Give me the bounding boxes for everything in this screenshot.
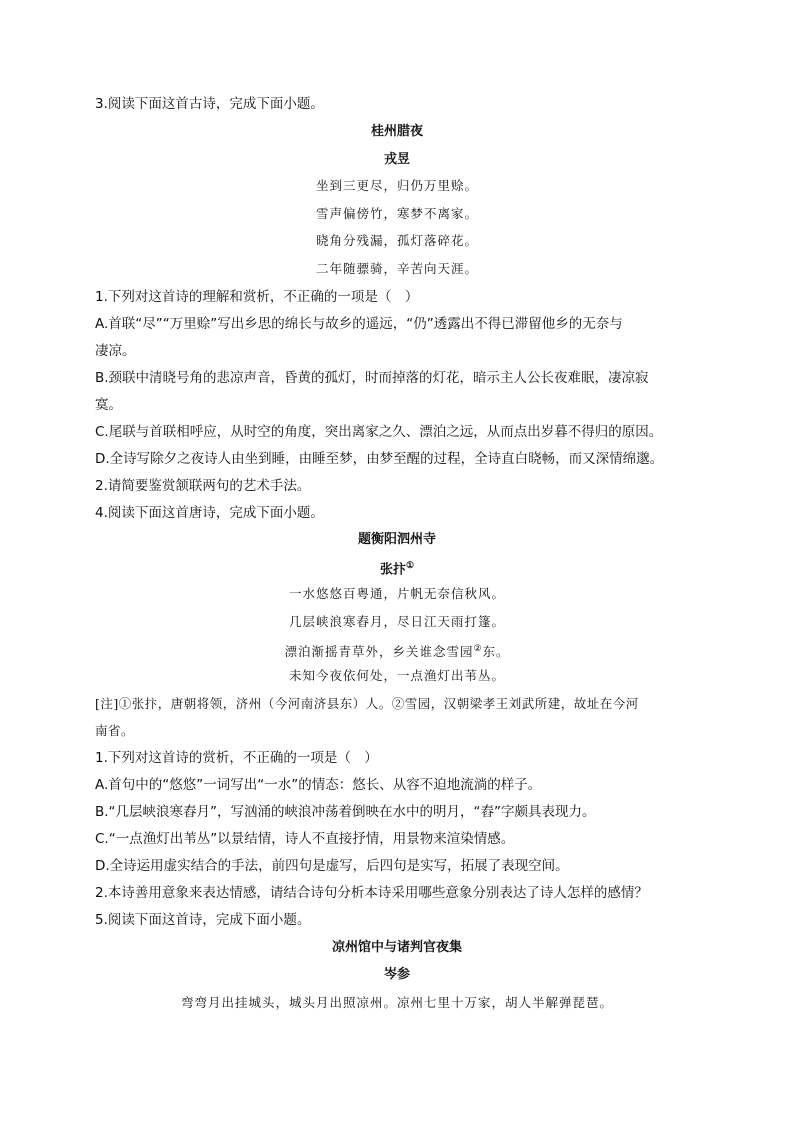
q5-intro: 5.阅读下面这首诗，完成下面小题。 <box>95 912 311 928</box>
q3-poem-title: 桂州腊夜 <box>370 124 423 139</box>
q3-poem-line: 坐到三更尽，归仍万里赊。 <box>315 178 478 193</box>
q5-poem-author: 岑参 <box>383 967 410 982</box>
q3-poem-author: 戎昱 <box>383 152 410 167</box>
q4-poem-title: 题衡阳泗州寺 <box>357 532 436 547</box>
q5-poem-title: 凉州馆中与诸判官夜集 <box>331 940 462 955</box>
q3-option-b: B.颈联中清晓号角的悲凉声音，昏黄的孤灯，时而掉落的灯花，暗示主人公长夜难眠，凄凉寂 <box>95 370 649 386</box>
q4-footnote-mark-2: ② <box>473 644 483 654</box>
q3-question-1: 1.下列对这首诗的理解和赏析，不正确的一项是（ ） <box>95 289 419 305</box>
q3-option-d: D.全诗写除夕之夜诗人由坐到睡，由睡至梦，由梦至醒的过程，全诗直白晓畅，而又深情绵邈。 <box>95 451 664 467</box>
q3-poem-line: 晓角分残漏，孤灯落碎花。 <box>315 233 478 248</box>
q4-poem-line: 一水悠悠百粤通，片帆无奈信秋风。 <box>288 586 505 601</box>
q4-author-name: 张抃 <box>379 562 406 578</box>
q4-author-footnote-mark: ① <box>405 561 415 571</box>
q4-poem-line <box>0 639 794 662</box>
q3-poem-line: 二年随骠骑，辛苦向天涯。 <box>315 261 478 276</box>
q4-poem-line-3a: 漂泊渐摇青草外，乡关谁念雪园 <box>284 644 474 660</box>
q3-option-b-cont: 寞。 <box>95 397 122 413</box>
q4-option-b: B.“几层峡浪寒舂月”，写汹涌的峡浪冲荡着倒映在水中的明月，“舂”字颇具表现力。 <box>95 804 596 820</box>
q3-intro: 3.阅读下面这首古诗，完成下面小题。 <box>95 96 324 112</box>
q3-poem-line: 雪声偏傍竹，寒梦不离家。 <box>315 206 478 221</box>
q3-option-c: C.尾联与首联相呼应，从时空的角度，突出离家之久、漂泊之远，从而点出岁暮不得归的原因。 <box>95 424 663 440</box>
q4-annotation-cont: 南省。 <box>95 723 135 738</box>
q4-intro: 4.阅读下面这首唐诗，完成下面小题。 <box>95 505 324 521</box>
q4-poem-author <box>0 556 794 580</box>
q4-annotation: [注]①张抃，唐朝将领，济州（今河南济县东）人。②雪园，汉朝梁孝王刘武所建，故址在今河 <box>95 696 639 711</box>
q5-poem-line: 弯弯月出挂城头，城头月出照凉州。凉州七里十万家，胡人半解弹琵琶。 <box>180 995 613 1010</box>
q3-option-a: A.首联“尽”“万里赊”写出乡思的绵长与故乡的遥远，“仍”透露出不得已滞留他乡的无奈与 <box>95 316 623 332</box>
q4-poem-line: 几层峡浪寒舂月，尽日江天雨打篷。 <box>288 614 505 629</box>
q4-poem-line-3b: 东。 <box>482 644 510 660</box>
q4-option-c: C.“一点渔灯出苇丛”以景结情，诗人不直接抒情，用景物来渲染情感。 <box>95 831 515 847</box>
q4-option-a: A.首句中的“悠悠”一词写出“一水”的情态：悠长、从容不迫地流淌的样子。 <box>95 777 542 793</box>
q4-question-2: 2.本诗善用意象来表达情感，请结合诗句分析本诗采用哪些意象分别表达了诗人怎样的感情？ <box>95 885 648 901</box>
q3-question-2: 2.请简要鉴赏颔联两句的艺术手法。 <box>95 478 311 494</box>
q4-question-1: 1.下列对这首诗的赏析，不正确的一项是（ ） <box>95 750 378 766</box>
q3-option-a-cont: 凄凉。 <box>95 343 136 359</box>
q4-poem-line: 未知今夜依何处，一点渔灯出苇丛。 <box>288 668 505 683</box>
q4-option-d: D.全诗运用虚实结合的手法，前四句是虚写，后四句是实写，拓展了表现空间。 <box>95 858 569 874</box>
